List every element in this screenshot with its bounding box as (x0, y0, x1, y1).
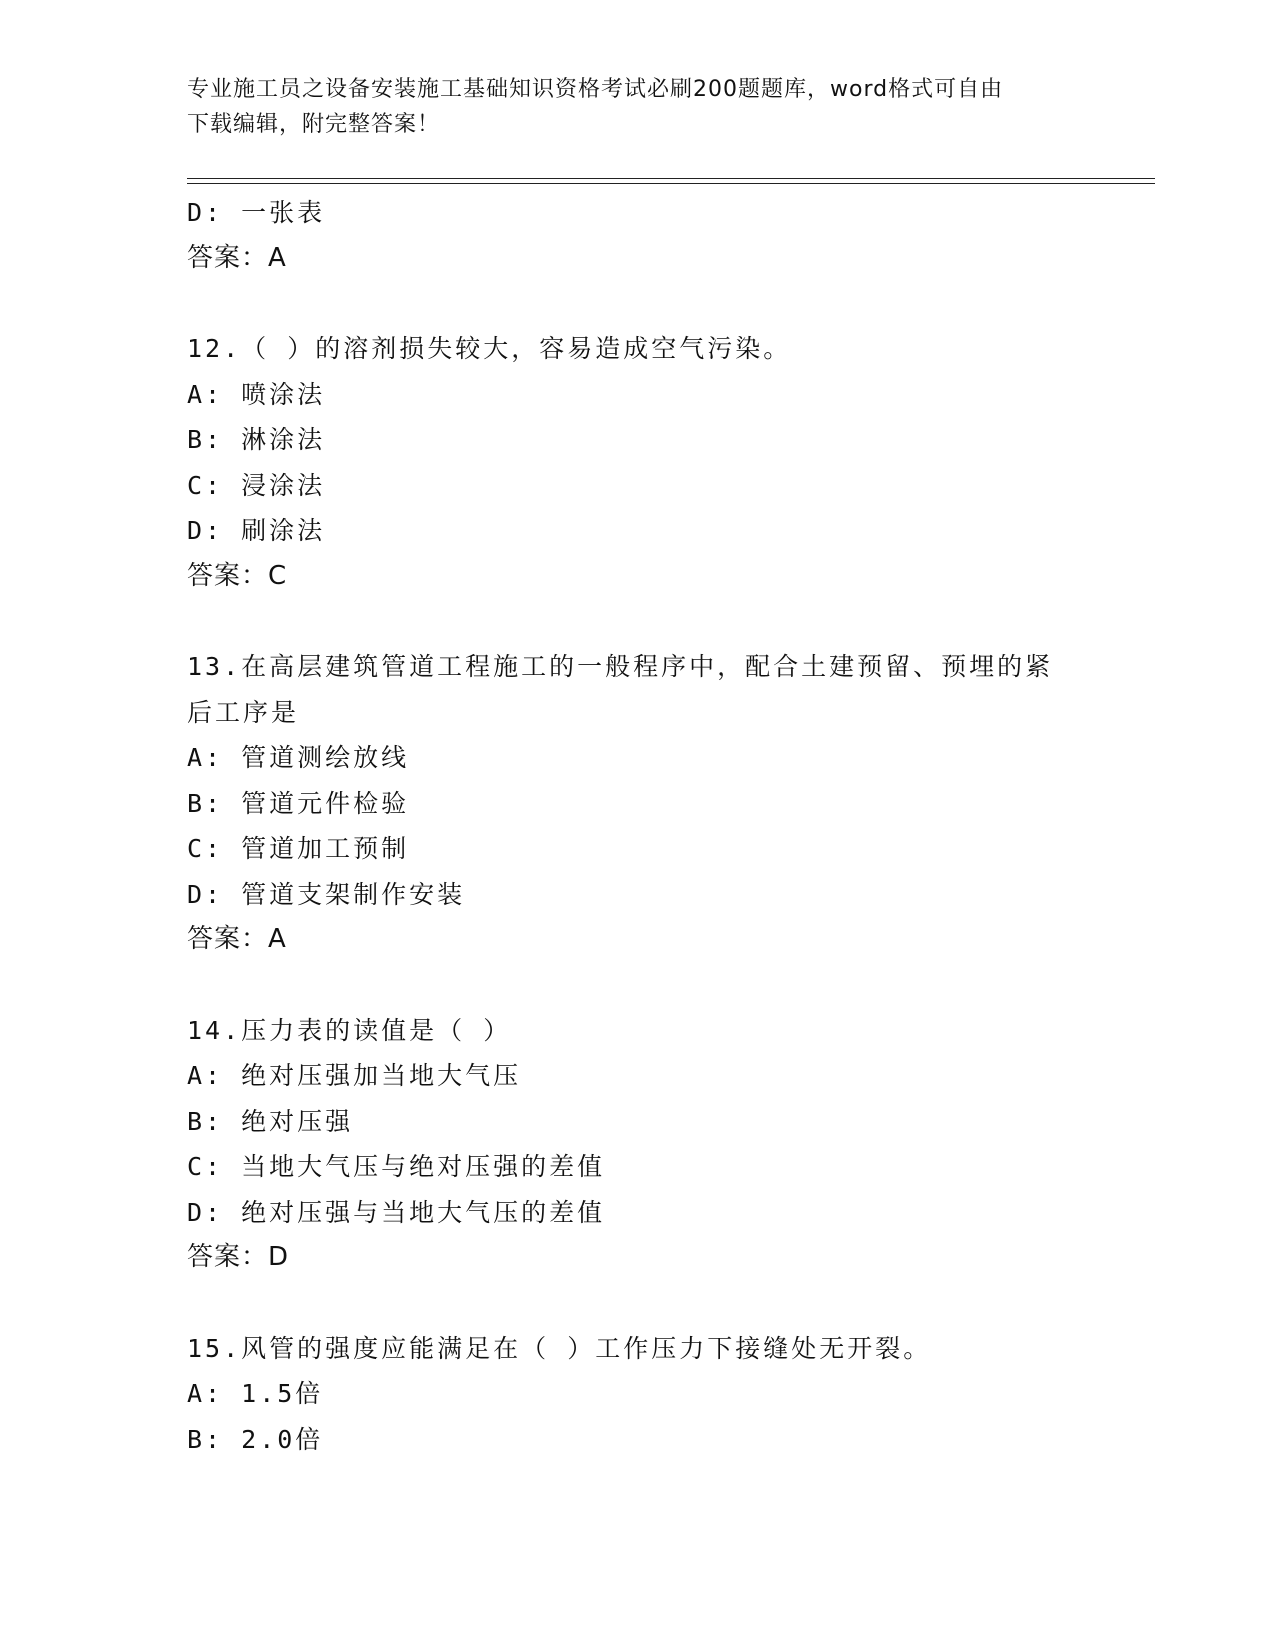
option-c: C: 当地大气压与绝对压强的差值 (187, 1152, 606, 1181)
option-b: B: 绝对压强 (187, 1106, 354, 1136)
option-a: A: 1.5倍 (187, 1379, 324, 1408)
question-stem: 14.压力表的读值是（ ） (187, 1015, 512, 1045)
option-c: C: 浸涂法 (187, 470, 326, 500)
option-c: C: 管道加工预制 (187, 834, 410, 863)
option-a: A: 喷涂法 (187, 379, 326, 409)
header-title-line-1: 专业施工员之设备安装施工基础知识资格考试必刷200题题库，word格式可自由 (187, 77, 1004, 102)
option-b: B: 管道元件检验 (187, 788, 410, 818)
question-stem: 15.风管的强度应能满足在（ ）工作压力下接缝处无开裂。 (187, 1333, 932, 1363)
option-b: B: 2.0倍 (187, 1424, 324, 1454)
option-b: B: 淋涂法 (187, 425, 326, 454)
option-d: D: 绝对压强与当地大气压的差值 (187, 1197, 606, 1227)
header-divider-bottom (187, 183, 1155, 184)
document-header (187, 72, 1087, 142)
question-15 (187, 1326, 1087, 1463)
option-d: D: 管道支架制作安装 (187, 879, 466, 909)
question-stem: 13.在高层建筑管道工程施工的一般程序中，配合土建预留、预埋的紧 (187, 652, 1054, 681)
question-13 (187, 644, 1087, 917)
answer-14: 答案：D (187, 1242, 290, 1272)
question-stem: 12.（ ）的溶剂损失较大，容易造成空气污染。 (187, 334, 792, 363)
option-d: D: 刷涂法 (187, 516, 326, 545)
answer-12: 答案：C (187, 560, 288, 591)
question-list (187, 190, 1087, 1462)
answer-13: 答案：A (187, 924, 287, 954)
question-12 (187, 326, 1087, 554)
header-divider-top (187, 178, 1155, 179)
question-14 (187, 1008, 1087, 1236)
option-a: A: 绝对压强加当地大气压 (187, 1061, 522, 1090)
prev-option-d: D: 一张表 (187, 198, 326, 227)
prev-answer: 答案：A (187, 242, 287, 273)
option-a: A: 管道测绘放线 (187, 743, 410, 772)
question-stem-continued: 后工序是 (187, 697, 300, 727)
header-title-line-2: 下载编辑，附完整答案！ (187, 112, 441, 137)
